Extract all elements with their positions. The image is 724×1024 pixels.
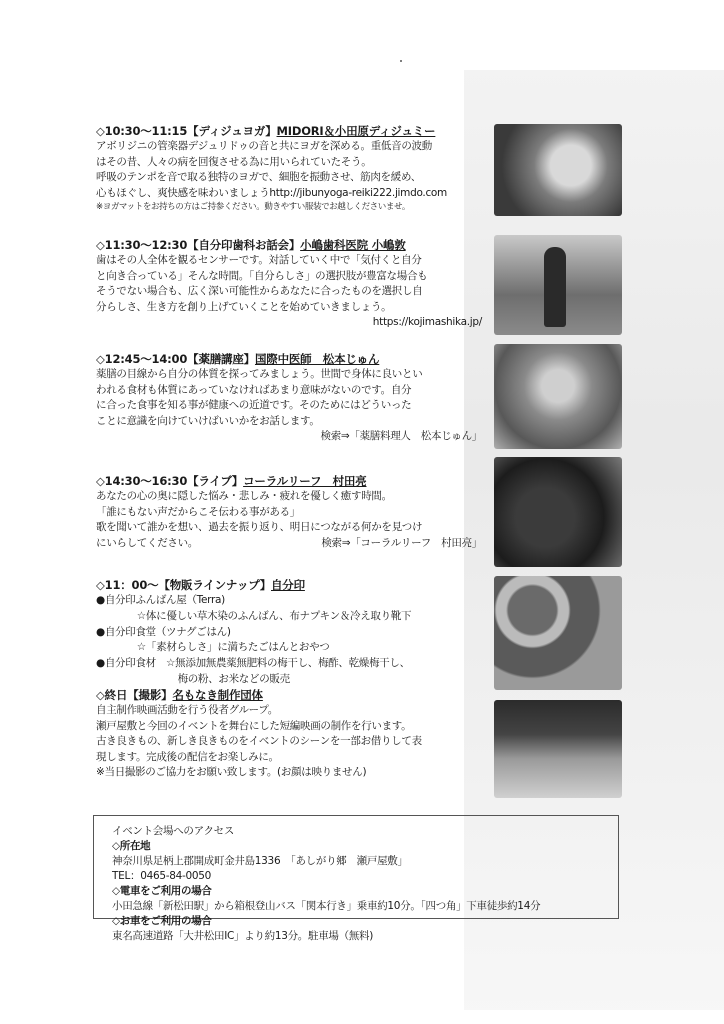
description-line: われる食材も体質にあっていなければあまり意味がないのです。自分 xyxy=(96,383,412,396)
program-presenter: コーラルリーフ 村田亮 xyxy=(243,474,367,488)
description-last-row xyxy=(96,536,482,552)
description-line: あなたの心の奥に隠した悩み・悲しみ・疲れを優しく癒す時間。 xyxy=(96,490,392,502)
photo-yoga-performer xyxy=(494,124,622,216)
list-item: ●自分印食材 ☆無添加無農薬無肥料の梅干し、梅酢、乾燥梅干し、 xyxy=(96,657,410,670)
list-item: ●自分印ふんばん屋（Terra) xyxy=(96,594,225,606)
program-presenter: 自分印 xyxy=(271,578,305,592)
photo-guitar-live xyxy=(494,457,622,567)
description-line: 心もほぐし、爽快感を味わいましょうhttp://jibunyoga-reiki222.jimdo.com xyxy=(96,186,447,199)
list-item: ☆体に優しい草木染のふんばん、布ナプキン＆冷え取り靴下 xyxy=(96,609,412,622)
description-line: 呼吸のテンポを音で取る独特のヨガで、細胞を振動させ、筋肉を緩め、 xyxy=(96,171,421,183)
list-item: ●自分印食堂（ツナグごはん) xyxy=(96,625,231,638)
description-line: にいらしてください。 xyxy=(96,536,198,549)
program-time-title: ◇12:45～14:00【薬膳講座】 xyxy=(96,352,255,366)
program-time-title: ◇11:30～12:30【自分印歯科お話会】 xyxy=(96,238,301,252)
program-heading xyxy=(96,352,482,367)
program-yoga xyxy=(96,124,447,213)
program-description xyxy=(96,489,482,551)
program-time-title: ◇終日【撮影】 xyxy=(96,688,173,702)
description-line: 分らしさ、生き方を創り上げていくことを始めていきましょう。 xyxy=(96,300,392,313)
program-presenter: 小嶋歯科医院 小嶋敦 xyxy=(300,238,406,252)
program-note: ※ヨガマットをお持ちの方はご持参ください。動きやすい服装でお越しくださいませ。 xyxy=(96,202,410,212)
program-url: https://kojimashika.jp/ xyxy=(372,316,482,328)
description-line: と向き合っている」そんな時間。「自分らしさ」の選択肢が豊富な場合も xyxy=(96,269,428,282)
program-description xyxy=(96,703,422,781)
program-filming xyxy=(96,688,422,781)
program-presenter: 国際中医師 松本じゅん xyxy=(254,352,380,366)
program-presenter: 名もなき制作団体 xyxy=(172,688,263,702)
description-line: 「誰にもない声だからこそ伝わる事がある」 xyxy=(96,505,300,518)
photo-yakuzen-chef xyxy=(494,344,622,449)
description-line: 歌を聞いて誰かを想い、過去を振り返り、明日につながる何かを見つけ xyxy=(96,521,423,533)
program-presenter: MIDORI＆小田原ディジュミー xyxy=(276,124,436,138)
description-line: 自主制作映画活動を行う役者グループ。 xyxy=(96,704,278,716)
photo-dentist xyxy=(494,235,622,335)
train-heading: ◇電車をご利用の場合 xyxy=(112,885,212,897)
program-market xyxy=(96,578,411,688)
description-line: そうでない場合も、広く深い可能性からあなたに合ったものを選択し自 xyxy=(96,285,423,297)
program-search-hint: 検索⇒「コーラルリーフ 村田亮」 xyxy=(321,536,482,549)
program-heading xyxy=(96,238,482,253)
list-item: 梅の粉、お米などの販売 xyxy=(96,672,290,685)
speck xyxy=(400,60,402,62)
train-directions: 小田急線「新松田駅」から箱根登山バス「関本行き」乗車約10分。「四つ角」下車徒歩約14分 xyxy=(112,900,541,912)
photo-film-group xyxy=(494,700,622,798)
car-heading: ◇お車をご利用の場合 xyxy=(112,915,212,927)
address: 神奈川県足柄上郡開成町金井島1336 「あしがり郷 瀬戸屋敷」 xyxy=(112,855,408,867)
program-heading xyxy=(96,474,482,489)
description-line: 薬膳の目線から自分の体質を探ってみましょう。世間で身体に良いとい xyxy=(96,368,423,380)
program-live xyxy=(96,474,482,551)
program-time-title: ◇11：00～【物販ラインナップ】 xyxy=(96,578,271,592)
description-line: 現します。完成後の配信をお楽しみに。 xyxy=(96,750,279,763)
description-line: はその昔、人々の病を回復させる為に用いられていたそう。 xyxy=(96,155,372,168)
description-line: 瀬戸屋敷と今回のイベントを舞台にした短編映画の制作を行います。 xyxy=(96,719,412,732)
access-box xyxy=(93,815,619,942)
location-heading: ◇所在地 xyxy=(112,840,151,852)
photo-market-baskets xyxy=(494,576,622,690)
program-description xyxy=(96,139,447,201)
car-directions: 東名高速道路「大井松田IC」より約13分。駐車場（無料) xyxy=(112,930,373,942)
description-line: 歯はその人全体を観るセンサーです。対話していく中で「気付くと自分 xyxy=(96,254,422,266)
program-heading xyxy=(96,578,411,593)
description-line: ※当日撮影のご協力をお願い致します。(お顔は映りません) xyxy=(96,766,367,778)
program-heading xyxy=(96,124,447,139)
description-line: に合った食事を知る事が健康への近道です。そのためにはどういった xyxy=(96,399,412,411)
program-description xyxy=(96,367,482,429)
list-item: ☆「素材らしさ」に満ちたごはんとおやつ xyxy=(96,641,330,654)
program-time-title: ◇10:30～11:15【ディジュヨガ】 xyxy=(96,124,277,138)
access-lines xyxy=(112,824,540,944)
description-line: ことに意識を向けていけばいいかをお話します。 xyxy=(96,414,320,427)
program-heading xyxy=(96,688,422,703)
program-dental xyxy=(96,238,482,331)
access-title: イベント会場へのアクセス xyxy=(112,825,235,837)
phone-number: TEL：0465-84-0050 xyxy=(112,870,211,882)
program-search-hint: 検索⇒「薬膳料理人 松本じゅん」 xyxy=(320,430,482,442)
program-yakuzen xyxy=(96,352,482,445)
program-time-title: ◇14:30～16:30【ライブ】 xyxy=(96,474,244,488)
description-line: 古き良きもの、新しき良きものをイベントのシーンを一部お借りして表 xyxy=(96,735,422,747)
description-line: アボリジニの管楽器デジュリドゥの音と共にヨガを深める。重低音の波動 xyxy=(96,140,432,152)
market-list xyxy=(96,593,411,688)
program-description xyxy=(96,253,482,315)
